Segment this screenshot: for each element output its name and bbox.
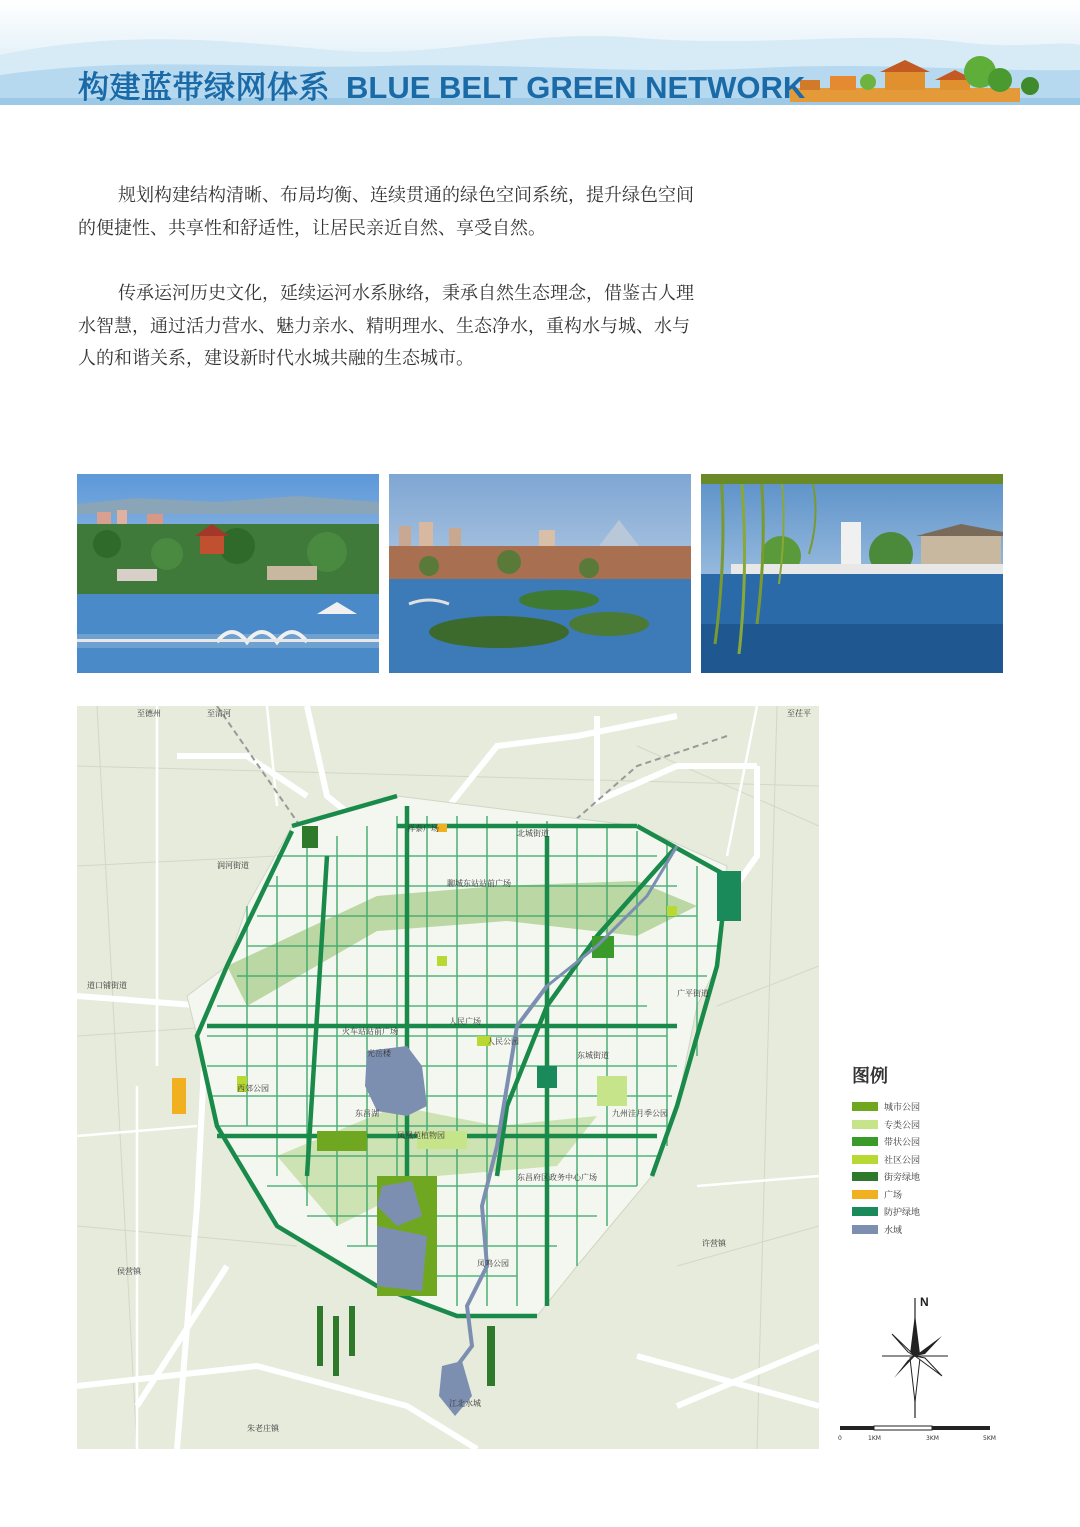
map-label-guangping: 广平街道 [677,989,709,998]
map-label-houying: 侯营镇 [117,1267,141,1276]
legend-item [852,1098,992,1116]
title-cn: 构建蓝带绿网体系 [78,70,330,105]
intro-paragraph-1: 规划构建结构清晰、布局均衡、连续贯通的绿色空间系统，提升绿色空间的便捷性、共享性和舒适性，让居民亲近自然、享受自然。 [78,185,694,239]
legend-item [852,1133,992,1151]
map-label-fengmin: 凤鸣公园 [477,1259,509,1268]
map-label-xuying: 许营镇 [702,1239,726,1248]
photo-city-lake-bridge [77,474,379,673]
photo-waterfront-skyline [389,474,691,673]
map-label-renmin-gongyuan: 人民公园 [487,1037,519,1046]
legend-label: 带状公园 [884,1138,921,1149]
legend-item [852,1168,992,1186]
legend-swatch [852,1137,878,1146]
legend-item [852,1151,992,1169]
legend-item [852,1116,992,1134]
map-label-runhe: 润河街道 [217,861,249,870]
map-label-fenghuang: 凤凰苑植物园 [397,1131,445,1140]
scale-bar [836,1424,1006,1448]
title-en: BLUE BELT GREEN NETWORK [346,70,806,105]
legend-swatch [852,1155,878,1164]
map-label-renmin-guangchang: 人民广场 [449,1017,481,1026]
map-label-jiangbei: 江北水城 [449,1399,481,1408]
map-label-dongzhan: 聊城东站站前广场 [447,879,511,888]
scale-tick-0: 0 [838,1435,842,1442]
map-label-dongchanghu: 东昌湖 [355,1109,379,1118]
scale-tick-1: 1KM [868,1435,881,1442]
map-label-zhulaozhuang: 朱老庄镇 [247,1424,279,1433]
legend-swatch [852,1120,878,1129]
map-label-xiangtai: 祥泰广场 [407,824,439,833]
legend-item [852,1203,992,1221]
legend-swatch [852,1190,878,1199]
map-label-dongcheng: 东城街道 [577,1051,609,1060]
north-label: N [920,1295,929,1309]
legend-item [852,1221,992,1239]
legend-label: 防护绿地 [884,1208,921,1219]
legend-swatch [852,1225,878,1234]
map-label-xijiao: 西郊公园 [237,1084,269,1093]
green-network-map [77,706,819,1449]
north-arrow-icon [880,1294,960,1424]
map-label-beicheng: 北城街道 [517,829,549,838]
photo-canal-willow [701,474,1003,673]
legend-label: 社区公园 [884,1155,921,1166]
legend-swatch [852,1207,878,1216]
map-label-dongchangfu: 东昌府区政务中心广场 [517,1173,597,1182]
legend-label: 城市公园 [884,1103,921,1114]
legend-label: 广场 [884,1190,903,1201]
legend-label: 专类公园 [884,1120,921,1131]
map-label-zhiqinghe: 至清河 [207,709,231,718]
legend-label: 水域 [884,1225,903,1236]
map-legend [852,1062,992,1238]
map-label-daokoupu: 道口铺街道 [87,981,127,990]
map-label-zhidezhou: 至德州 [137,709,161,718]
intro-paragraph-2: 传承运河历史文化，延续运河水系脉络，秉承自然生态理念，借鉴古人理水智慧，通过活力营水、魅力亲水、精明理水、生态净水，重构水与城、水与人的和谐关系，建设新时代水城共融的生态城市。 [78,283,694,369]
scale-tick-5: 5KM [983,1435,996,1442]
legend-title: 图例 [852,1066,888,1087]
legend-swatch [852,1102,878,1111]
map-label-jiuzhou: 九州洼月季公园 [612,1109,668,1118]
legend-swatch [852,1172,878,1181]
legend-label: 街旁绿地 [884,1173,921,1184]
page-title [78,62,805,105]
map-label-guangyue: 光岳楼 [367,1049,391,1058]
map-label-zhichiping: 至茌平 [787,709,811,718]
scale-tick-3: 3KM [926,1435,939,1442]
legend-item [852,1186,992,1204]
page-header [0,0,1080,105]
map-label-huoche: 火车站站前广场 [342,1027,398,1036]
